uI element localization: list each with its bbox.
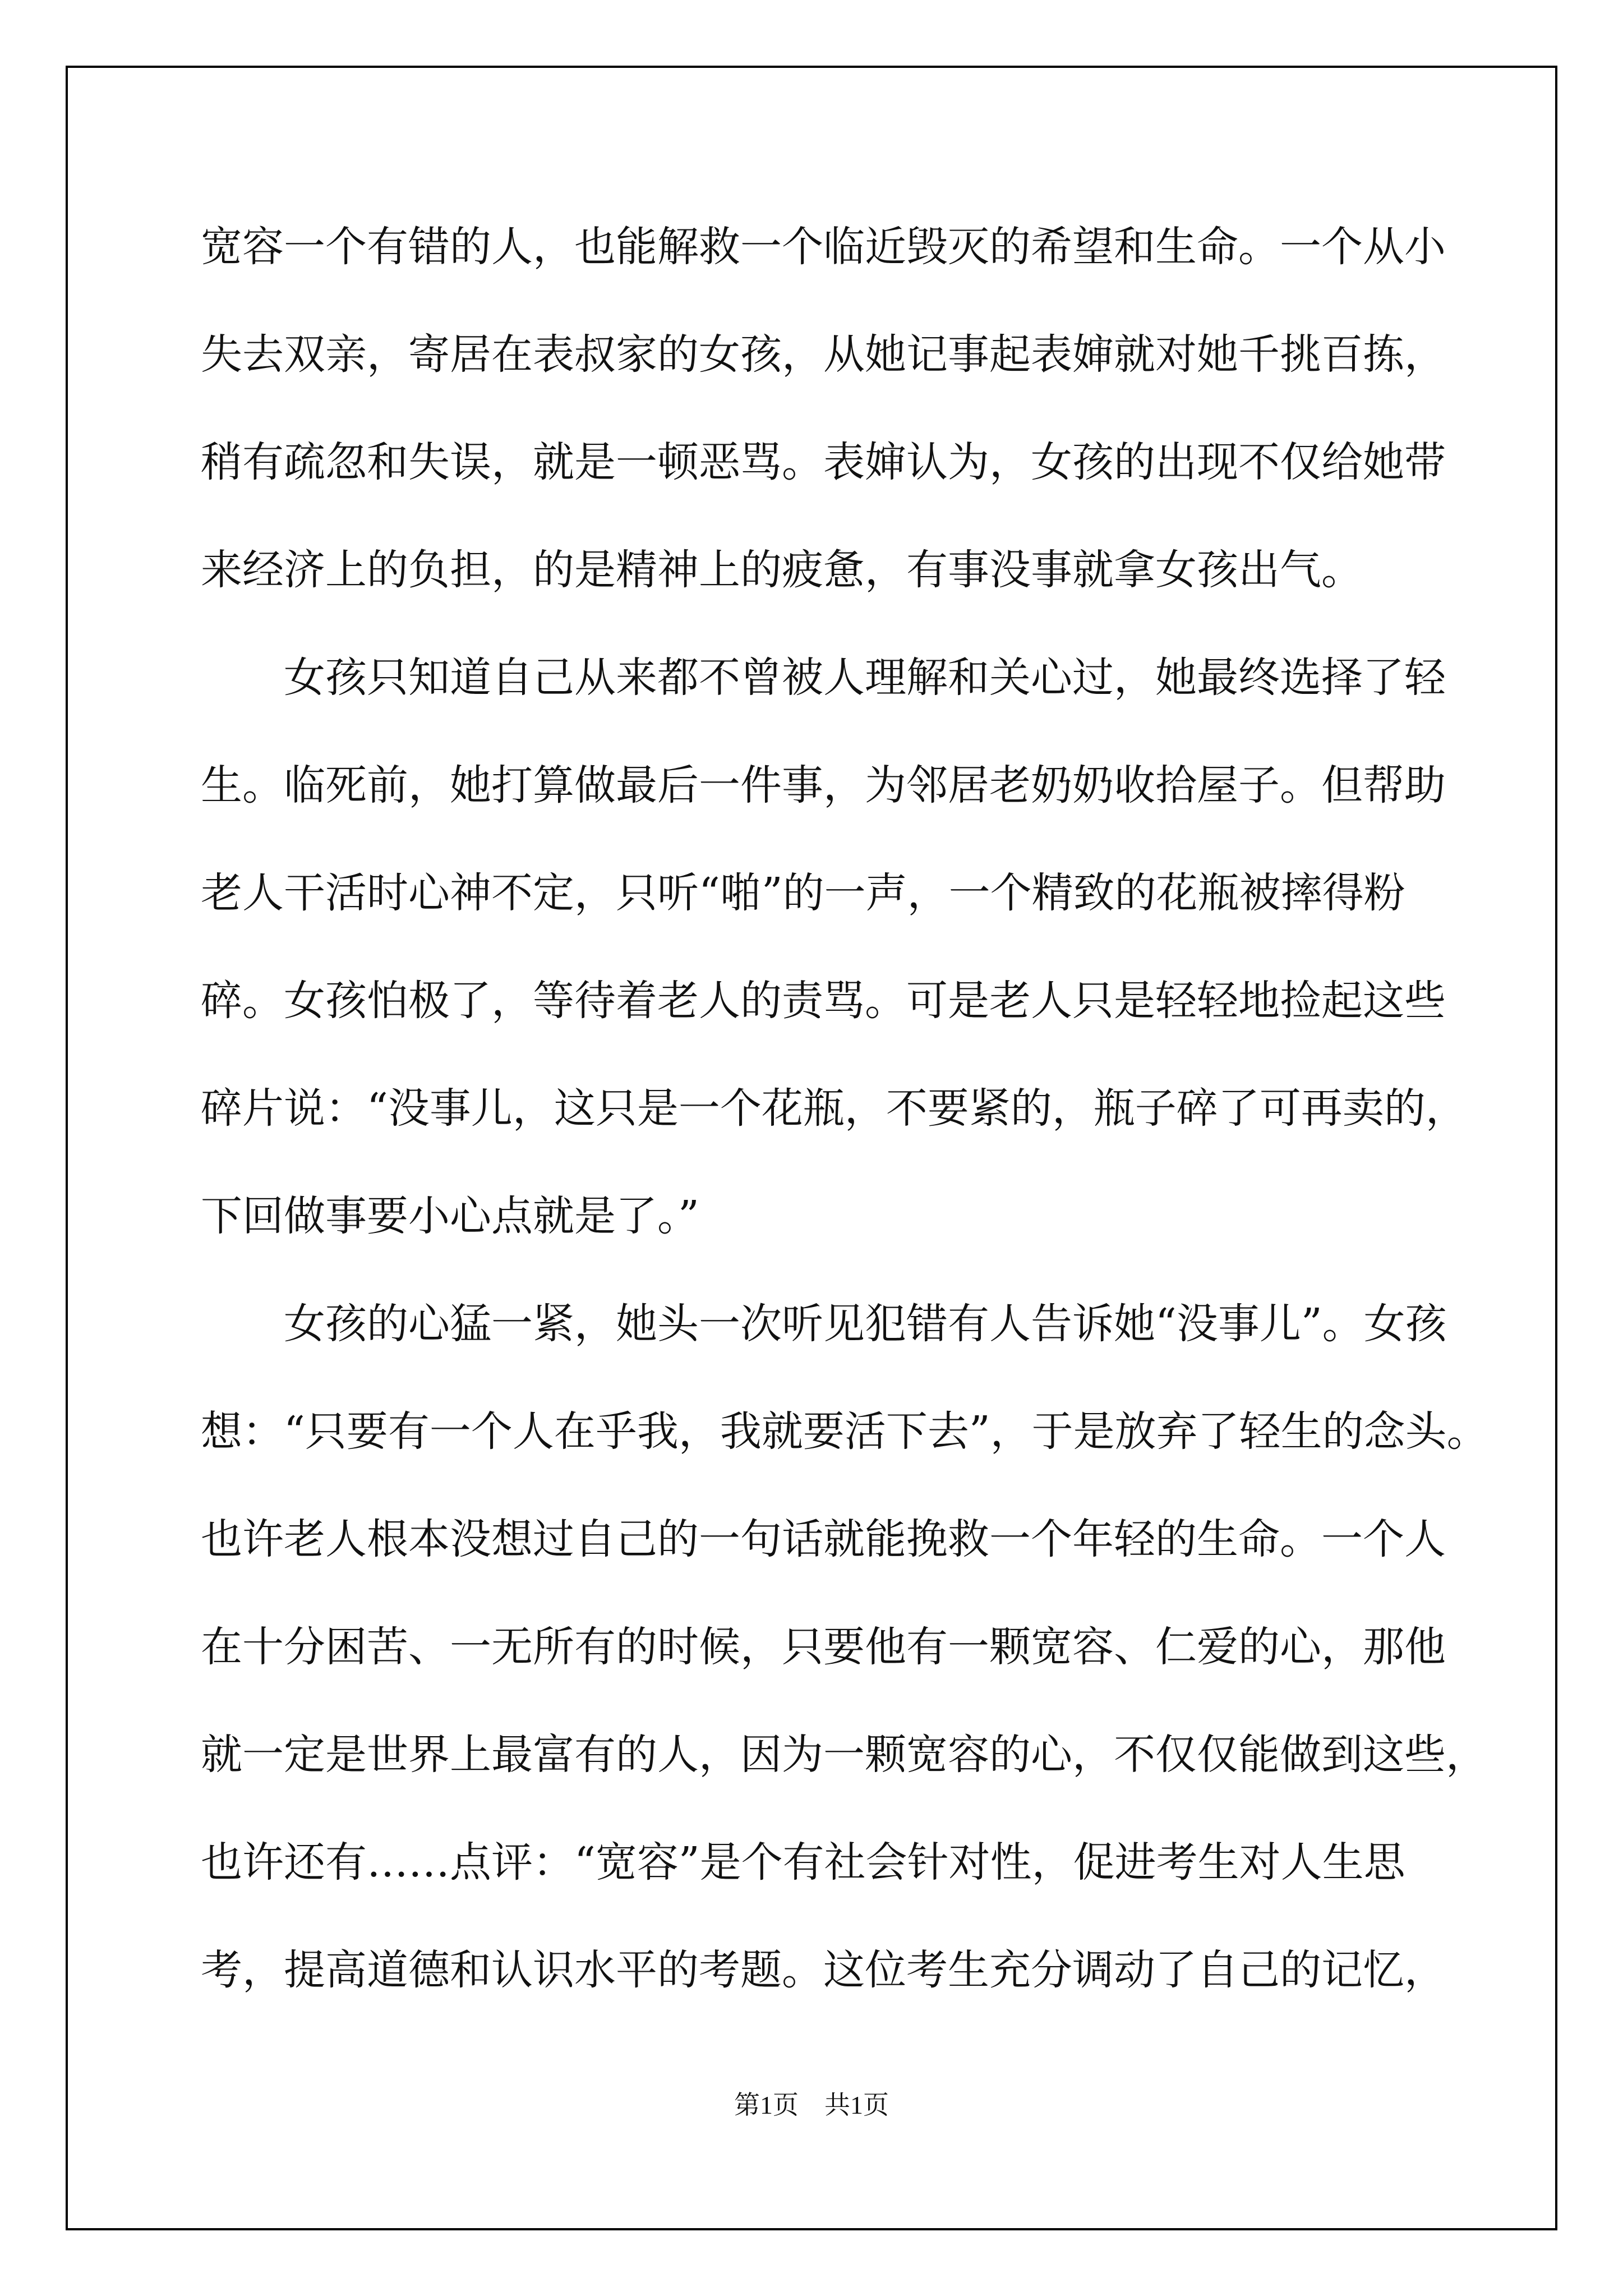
text-line: 在十分困苦、一无所有的时候，只要他有一颗宽容、仁爱的心，那他 bbox=[201, 1623, 1446, 1671]
text-line: 女孩的心猛一紧，她头一次听见犯错有人告诉她“没事儿”。女孩 bbox=[284, 1300, 1447, 1348]
text-line: 宽容一个有错的人，也能解救一个临近毁灭的希望和生命。一个从小 bbox=[201, 223, 1446, 271]
text-line: 就一定是世界上最富有的人，因为一颗宽容的心，不仅仅能做到这些， bbox=[201, 1731, 1487, 1779]
text-line: 女孩只知道自己从来都不曾被人理解和关心过，她最终选择了轻 bbox=[284, 654, 1446, 702]
text-line: 下回做事要小心点就是了。” bbox=[201, 1192, 699, 1240]
document-body bbox=[201, 213, 1488, 2044]
page-footer bbox=[0, 2085, 1623, 2122]
page-number: 第1页 bbox=[734, 2091, 799, 2119]
text-line: 老人干活时心神不定，只听“啪”的一声，一个精致的花瓶被摔得粉 bbox=[201, 869, 1405, 917]
text-line: 失去双亲，寄居在表叔家的女孩，从她记事起表婶就对她千挑百拣， bbox=[201, 330, 1446, 379]
text-line: 稍有疏忽和失误，就是一顿恶骂。表婶认为，女孩的出现不仅给她带 bbox=[201, 438, 1446, 486]
text-line: 也许还有……点评：“宽容”是个有社会针对性，促进考生对人生思 bbox=[201, 1838, 1405, 1887]
text-line: 碎片说：“没事儿，这只是一个花瓶，不要紧的，瓶子碎了可再卖的， bbox=[201, 1084, 1467, 1133]
text-line: 碎。女孩怕极了，等待着老人的责骂。可是老人只是轻轻地捡起这些 bbox=[201, 977, 1446, 1025]
text-line: 来经济上的负担，的是精神上的疲惫，有事没事就拿女孩出气。 bbox=[201, 546, 1363, 594]
text-line: 也许老人根本没想过自己的一句话就能挽救一个年轻的生命。一个人 bbox=[201, 1515, 1446, 1563]
text-line: 考，提高道德和认识水平的考题。这位考生充分调动了自己的记忆， bbox=[201, 1946, 1446, 1994]
text-line: 想：“只要有一个人在乎我，我就要活下去”，于是放弃了轻生的念头。 bbox=[201, 1407, 1488, 1456]
text-line: 生。临死前，她打算做最后一件事，为邻居老奶奶收拾屋子。但帮助 bbox=[201, 761, 1446, 809]
page-total: 共1页 bbox=[824, 2091, 889, 2119]
